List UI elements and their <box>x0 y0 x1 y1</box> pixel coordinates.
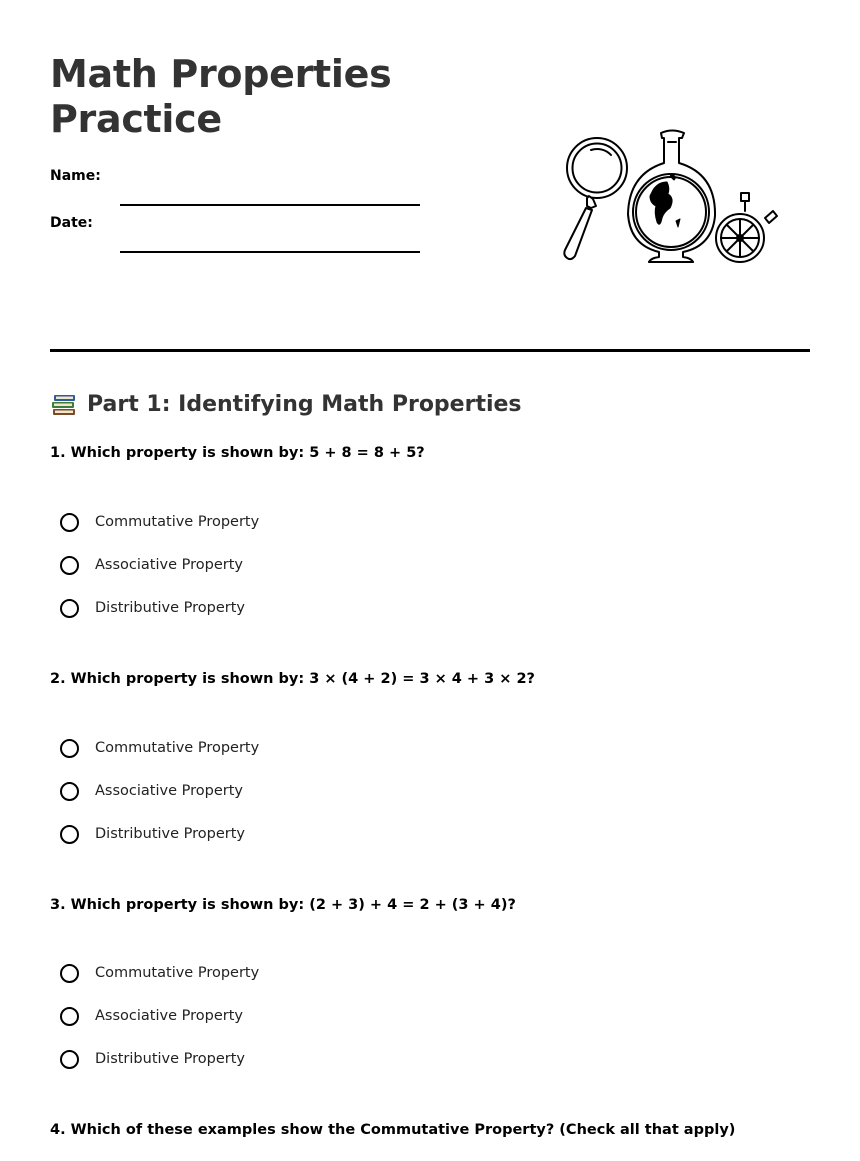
date-label: Date: <box>50 215 93 231</box>
option-label: Distributive Property <box>95 826 245 842</box>
q2-option-distributive[interactable] <box>60 821 245 847</box>
q3-option-commutative[interactable] <box>60 960 259 986</box>
option-label: Associative Property <box>95 783 243 799</box>
q2-option-associative[interactable] <box>60 778 243 804</box>
q1-option-distributive[interactable] <box>60 595 245 621</box>
option-label: Distributive Property <box>95 600 245 616</box>
page-title <box>50 52 391 142</box>
books-icon <box>50 390 78 418</box>
name-field-row <box>50 162 420 190</box>
option-label: Commutative Property <box>95 514 260 530</box>
stopwatch-icon <box>716 193 777 262</box>
q3-option-distributive[interactable] <box>60 1046 245 1072</box>
date-field[interactable] <box>120 229 420 253</box>
question-2: 2. Which property is shown by: 3 × (4 + 2) = 3 × 4 + 3 × 2? <box>50 671 535 687</box>
option-label: Associative Property <box>95 1008 243 1024</box>
radio-button[interactable] <box>60 556 79 575</box>
header-divider <box>50 349 810 352</box>
radio-button[interactable] <box>60 1050 79 1069</box>
title-line-2: Practice <box>50 97 222 141</box>
title-line-1: Math Properties <box>50 52 392 96</box>
option-label: Distributive Property <box>95 1051 245 1067</box>
radio-button[interactable] <box>60 599 79 618</box>
name-field[interactable] <box>120 182 420 206</box>
radio-button[interactable] <box>60 739 79 758</box>
radio-button[interactable] <box>60 1007 79 1026</box>
globe-flask-icon <box>628 131 715 263</box>
radio-button[interactable] <box>60 513 79 532</box>
part1-title: Part 1: Identifying Math Properties <box>87 391 522 417</box>
name-label: Name: <box>50 168 101 184</box>
q1-option-associative[interactable] <box>60 552 243 578</box>
part1-heading <box>50 388 522 420</box>
option-label: Commutative Property <box>95 965 260 981</box>
date-field-row <box>50 209 420 237</box>
science-illustration <box>560 128 780 270</box>
radio-button[interactable] <box>60 964 79 983</box>
magnifying-glass-icon <box>564 138 627 259</box>
question-4: 4. Which of these examples show the Commutative Property? (Check all that apply) <box>50 1122 736 1138</box>
option-label: Associative Property <box>95 557 243 573</box>
question-1: 1. Which property is shown by: 5 + 8 = 8 + 5? <box>50 445 425 461</box>
radio-button[interactable] <box>60 782 79 801</box>
q1-option-commutative[interactable] <box>60 509 259 535</box>
q2-option-commutative[interactable] <box>60 735 259 761</box>
question-3: 3. Which property is shown by: (2 + 3) + 4 = 2 + (3 + 4)? <box>50 897 516 913</box>
q3-option-associative[interactable] <box>60 1003 243 1029</box>
radio-button[interactable] <box>60 825 79 844</box>
option-label: Commutative Property <box>95 740 260 756</box>
